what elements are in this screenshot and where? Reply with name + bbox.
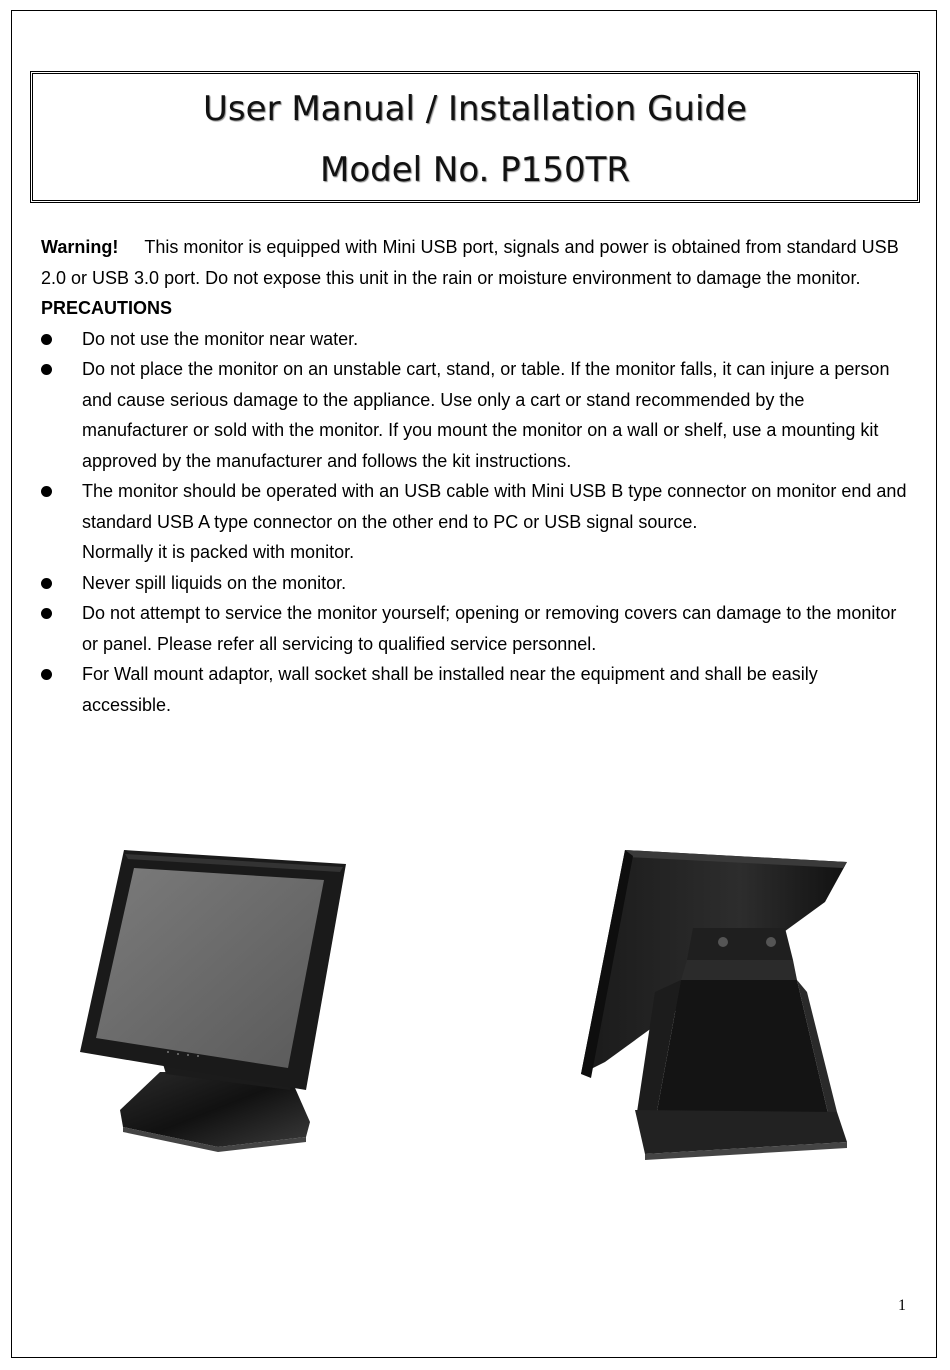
bullet-icon [41, 578, 52, 589]
list-item-text: Do not place the monitor on an unstable cart, stand, or table. If the monitor falls, it can injure a person and cause serious damage to the appliance. Use only a cart or stand recommended by the manufacturer or sold with the monitor. If you mount the monitor on a wall or shelf, use a mounting kit approved by the manufacturer and follows the kit instructions. [82, 359, 890, 471]
list-item-text: The monitor should be operated with an USB cable with Mini USB B type connector on monitor end and standard USB A type connector on the other end to PC or USB signal source. [82, 481, 907, 532]
list-item [41, 476, 911, 568]
bullet-icon [41, 364, 52, 375]
list-item [41, 324, 911, 355]
list-item-text: For Wall mount adaptor, wall socket shall be installed near the equipment and shall be easily accessible. [82, 664, 818, 715]
monitor-back-icon [575, 842, 865, 1162]
list-item-note: Normally it is packed with monitor. [82, 542, 355, 562]
list-item [41, 354, 911, 476]
model-number: Model No. P150TR [320, 150, 630, 190]
list-item [41, 659, 911, 720]
bullet-icon [41, 486, 52, 497]
list-item [41, 568, 911, 599]
bullet-icon [41, 669, 52, 680]
title-box [30, 71, 920, 203]
title-line-1: User Manual / Installation Guide [203, 89, 747, 129]
monitor-front-icon [78, 842, 358, 1152]
warning-label: Warning! [41, 237, 119, 257]
list-item [41, 598, 911, 659]
list-item-text: Do not use the monitor near water. [82, 328, 359, 349]
bullet-icon [41, 334, 52, 345]
document-body [41, 232, 911, 720]
list-item-text: Do not attempt to service the monitor yourself; opening or removing covers can damage to the monitor or panel. Please refer all servicing to qualified service personnel. [82, 603, 897, 654]
warning-paragraph [41, 232, 911, 293]
page-number: 1 [898, 1297, 906, 1314]
list-item-text: Never spill liquids on the monitor. [82, 572, 347, 593]
warning-text: This monitor is equipped with Mini USB port, signals and power is obtained from standard USB 2.0 or USB 3.0 port. Do not expose this unit in the rain or moisture environment to damage the monitor. [41, 237, 899, 288]
bullet-icon [41, 608, 52, 619]
precautions-list [41, 324, 911, 721]
precautions-heading: PRECAUTIONS [41, 298, 173, 318]
